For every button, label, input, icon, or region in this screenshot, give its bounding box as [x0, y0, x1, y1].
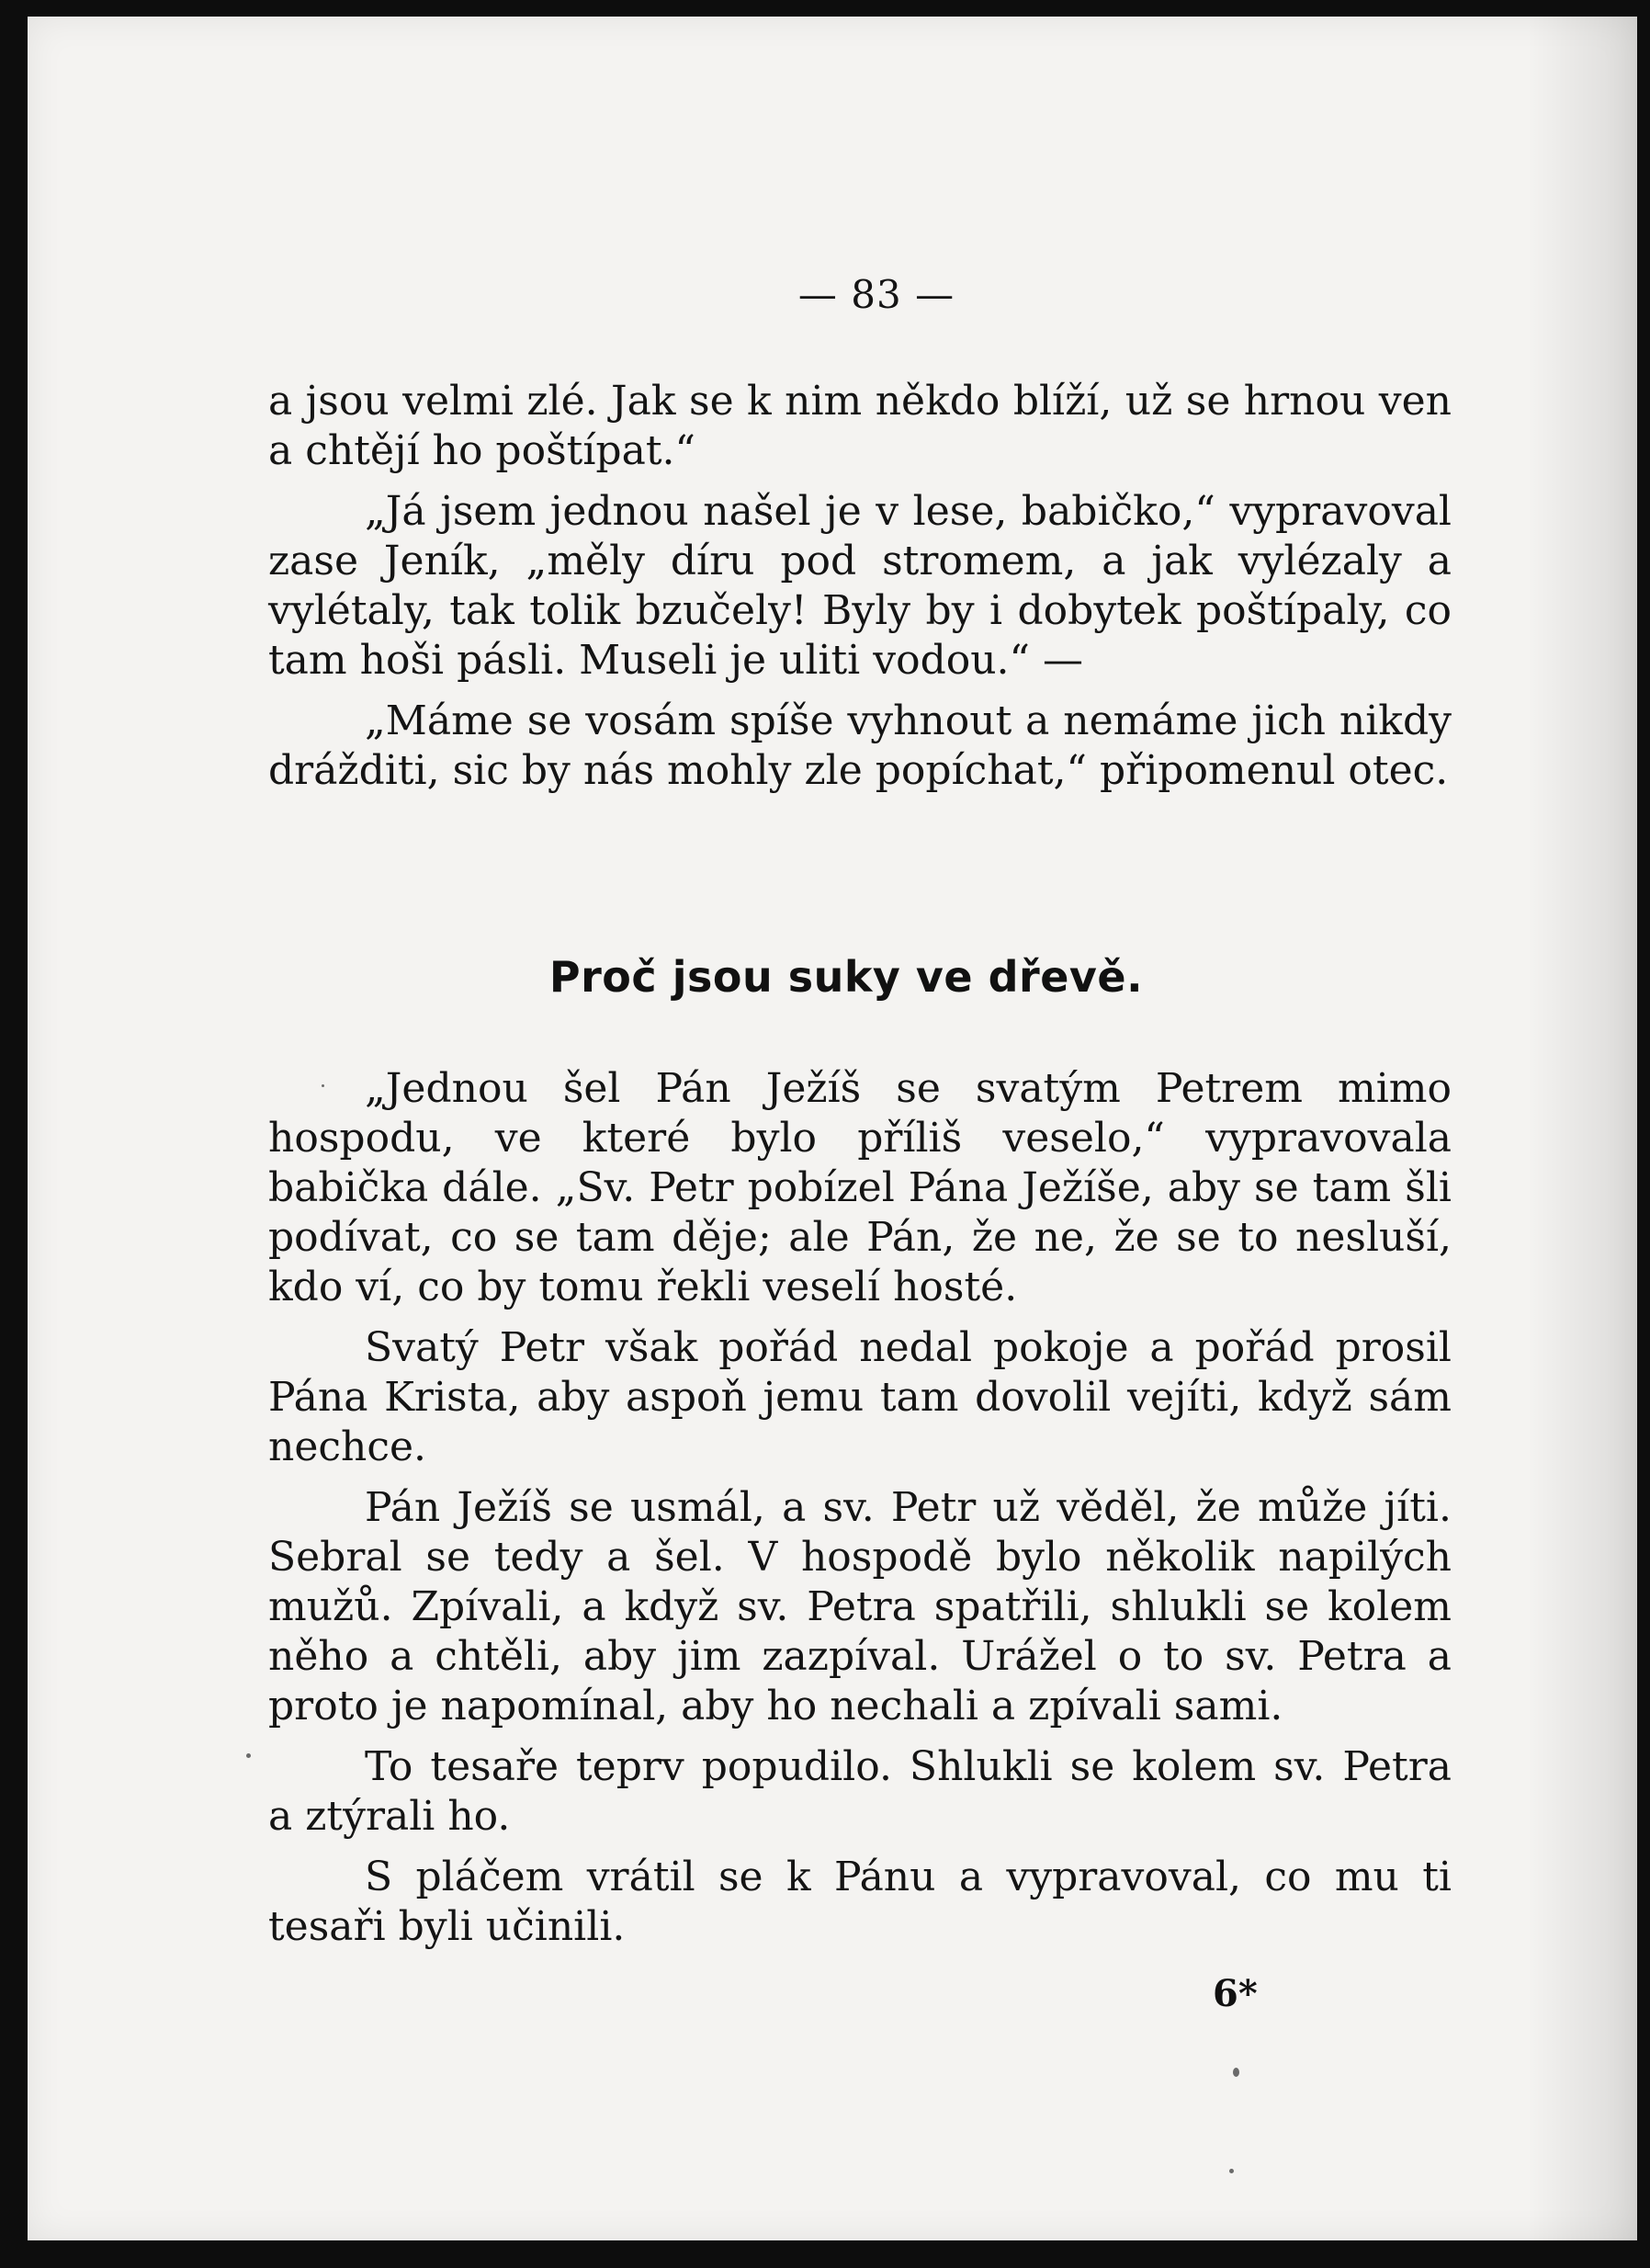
paragraph: To tesaře teprv popudilo. Shlukli se kolem sv. Petra a ztýrali ho. [268, 1743, 1452, 1840]
speck [322, 1084, 324, 1087]
paragraph: „Máme se vosám spíše vyhnout a nemáme jich nikdy drážditi, sic by nás mohly zle popíchat,“ připomenul otec. [268, 697, 1452, 794]
paragraph: „Já jsem jednou našel je v lese, babičko,“ vypravoval zase Jeník, „měly díru pod stromem, a jak vylézaly a vylétaly, tak tolik bzučely! Byly by i dobytek poštípaly, co tam hoši pásli. Museli je uliti vodou.“ — [268, 488, 1452, 684]
page-number: — 83 — [797, 272, 955, 317]
paragraph: Svatý Petr však pořád nedal pokoje a pořád prosil Pána Krista, aby aspoň jemu tam dovolil vejíti, když sám nechce. [268, 1324, 1452, 1470]
paragraph: S pláčem vrátil se k Pánu a vypravoval, co mu ti tesaři byli učinili. [268, 1854, 1452, 1950]
speck [1229, 2169, 1234, 2173]
paragraph: a jsou velmi zlé. Jak se k nim někdo blíží, už se hrnou ven a chtějí ho poštípat.“ [268, 378, 1452, 474]
signature-mark: 6* [1213, 1972, 1258, 2015]
paragraph: Pán Ježíš se usmál, a sv. Petr už věděl, že může jíti. Sebral se tedy a šel. V hospodě bylo několik napilých mužů. Zpívali, a když sv. Petra spatřili, shlukli se kolem něho a chtěli, aby jim zazpíval. Urážel o to sv. Petra a proto je napomínal, aby ho nechali a zpívali sami. [268, 1484, 1452, 1729]
speck [246, 1753, 251, 1758]
section-title: Proč jsou suky ve dřevě. [548, 952, 1144, 1002]
section-text [268, 1064, 1452, 1963]
page-edge-shadow [1527, 17, 1637, 2240]
top-text [268, 377, 1452, 807]
paragraph: „Jednou šel Pán Ježíš se svatým Petrem mimo hospodu, ve které bylo příliš veselo,“ vypravovala babička dále. „Sv. Petr pobízel Pána Ježíše, aby se tam šli podívat, co se tam děje; ale Pán, že ne, že se to nesluší, kdo ví, co by tomu řekli veselí hosté. [268, 1065, 1452, 1310]
book-page [28, 17, 1637, 2240]
speck [1233, 2068, 1239, 2077]
